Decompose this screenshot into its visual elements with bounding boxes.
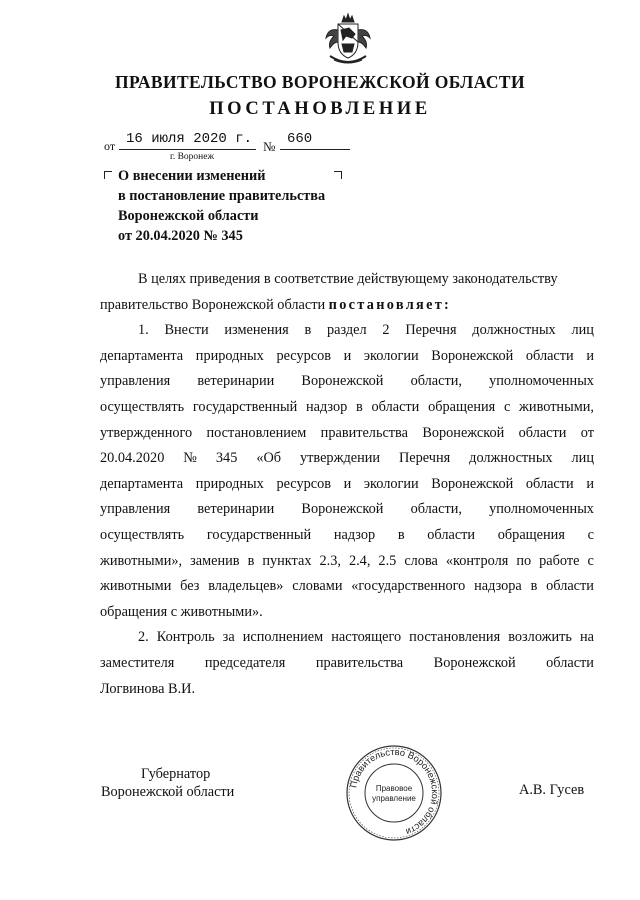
word: в [397,526,405,543]
word: природных [195,475,264,492]
subject-line: от 20.04.2020 № 345 [118,228,243,244]
paragraph-1-line [100,318,594,344]
city-label: г. Воронеж [170,152,215,162]
word: Воронежской [433,654,516,671]
stamp-ring-text: Правительство Воронежской области [348,746,441,837]
number-value: 660 [287,131,313,147]
date-prefix: от [104,139,116,153]
word: без [180,578,200,595]
word: области [518,424,567,441]
word: лиц [571,322,594,339]
word: 345 [215,450,238,467]
preamble-line: В целях приведения в соответствие действующему законодательству [138,271,558,287]
word: в [356,398,363,415]
word: области [371,398,420,415]
word: надзор [305,398,348,415]
word: заменив [190,552,240,569]
paragraph-1-line [100,446,594,472]
word: с [503,398,511,415]
stamp-center-line2: управление [372,794,416,803]
word: департамента [100,475,184,492]
paragraph-1-line [100,523,594,549]
word: и [586,475,594,492]
paragraph-1-line [100,344,594,370]
word: и [343,475,352,492]
paragraph-1-line [100,549,594,575]
word: управления [100,501,171,518]
subject-line: Воронежской области [118,208,259,224]
word: и [586,347,594,364]
word: лиц [571,450,594,467]
word: в [530,578,538,595]
word: области, [410,373,462,390]
paragraph-2-line [100,625,594,651]
preamble-text: правительство Воронежской области [100,296,326,313]
word: словами [292,578,343,595]
word: Воронежской [431,475,514,492]
paragraph-1-line [100,472,594,498]
word: владельцев» [208,578,284,595]
paragraph-1-line [100,395,594,421]
word: осуществлять [100,526,185,543]
date-value: 16 июля 2020 г. [126,131,253,147]
paragraph-1-line [100,574,594,600]
word: на [579,629,594,646]
resolution-verb: постановляет: [328,296,452,313]
word: исполнением [242,629,324,646]
subject-line: в постановление правительства [118,188,326,204]
word: ветеринарии [197,373,275,390]
word: правительства [315,654,404,671]
word: природных [195,347,264,364]
document-body [100,267,594,702]
word: осуществлять [100,398,185,415]
word: Воронежской [301,373,384,390]
word: государственный [192,398,298,415]
word: раздел [327,322,367,339]
word: Воронежской [422,424,505,441]
word: области [546,654,594,671]
word: изменения [224,322,289,339]
word: Перечня [405,322,457,339]
word: 2.4, [348,552,371,569]
word: работе [539,552,580,569]
word: Перечня [398,450,451,467]
word: области [546,578,594,595]
signatory-title-line2: Воронежской области [101,784,235,800]
paragraph-2-line: Логвинова В.И. [100,680,196,697]
word: 2.3, [319,552,341,569]
document-type-title: ПОСТАНОВЛЕНИЕ [209,99,431,119]
preamble-line [100,293,594,319]
subject-line: О внесении изменений [118,168,266,184]
word: ресурсов [276,347,331,364]
word: Воронежской [301,501,384,518]
signatory-name: А.В. Гусев [519,782,585,798]
word: департамента [100,347,184,364]
signatory-title-line1: Губернатор [141,766,211,782]
word: постановления [409,629,501,646]
word: «Об [256,450,282,467]
word: заместителя [100,654,175,671]
word: и [343,347,352,364]
word: утверждении [300,450,381,467]
word: председателя [204,654,286,671]
word: ресурсов [276,475,331,492]
word: уполномоченных [489,373,594,390]
word: обращения [428,398,496,415]
word: от [580,424,594,441]
word: экологии [363,475,419,492]
word: 2.5 [378,552,397,569]
word: утвержденного [100,424,193,441]
word: должностных [469,450,553,467]
paragraph-1-line [100,497,594,523]
number-underline [280,149,350,150]
word: за [222,629,235,646]
word: области [427,526,476,543]
legal-department-stamp [344,743,444,843]
word: уполномоченных [489,501,594,518]
date-underline [119,149,256,150]
word: животными», [100,552,183,569]
word: управления [100,373,171,390]
stamp-center-line1: Правовое [375,784,413,793]
word: «контроля [445,552,509,569]
word: в [304,322,312,339]
word: должностных [472,322,556,339]
word: экологии [363,347,419,364]
word: области [525,347,574,364]
word: № [183,450,197,467]
word: животными [100,578,172,595]
word: 2. [138,629,149,646]
word: ветеринарии [197,501,275,518]
coat-of-arms-icon [322,12,374,70]
word: с [587,526,594,543]
word: надзора [474,578,522,595]
word: Контроль [156,629,215,646]
paragraph-1-line: обращения с животными». [100,603,263,620]
word: правительства [320,424,408,441]
word: возложить [508,629,572,646]
paragraph-2-line [100,651,594,677]
bracket-corner-left [104,171,112,179]
word: Воронежской [431,347,514,364]
word: пунктах [262,552,312,569]
word: 2 [382,322,390,339]
paragraph-1-line [100,369,594,395]
word: слова [404,552,438,569]
word: государственный [206,526,312,543]
word: с [587,552,594,569]
number-prefix: № [263,139,276,154]
word: Внести [164,322,209,339]
word: животными, [519,398,594,415]
word: области [525,475,574,492]
word: области, [410,501,462,518]
word: 1. [138,322,149,339]
government-title: ПРАВИТЕЛЬСТВО ВОРОНЕЖСКОЙ ОБЛАСТИ [114,72,526,92]
word: в [247,552,255,569]
paragraph-1-line [100,421,594,447]
document-subject [118,166,358,246]
word: по [516,552,532,569]
word: 20.04.2020 [100,450,165,467]
word: надзор [333,526,376,543]
word: постановлением [206,424,307,441]
word: настоящего [331,629,402,646]
word: «государственного [351,578,466,595]
word: обращения [497,526,565,543]
